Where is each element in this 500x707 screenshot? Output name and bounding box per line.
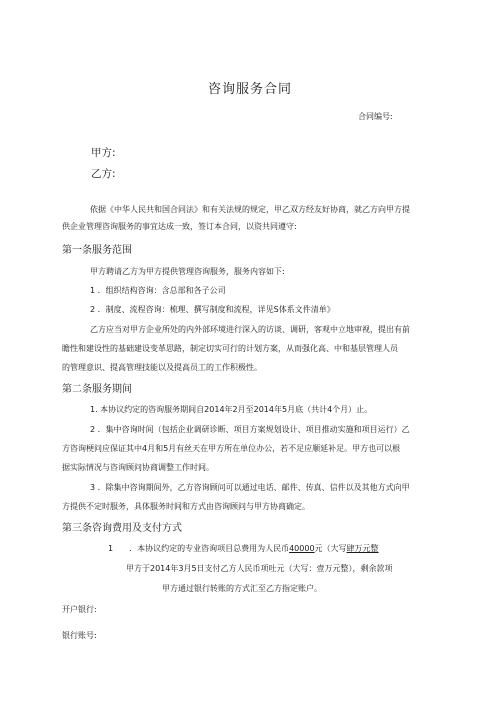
section-2-item-3-line-2: 方提供不定时服务，具体服务时间和方式由咨询顾问与甲方协商确定。	[62, 502, 310, 511]
section-1-heading: 第一条服务范围	[62, 245, 132, 256]
section-2-item-2-line-1: 2 ．集中咨询时间（包括企业调研诊断、项目方案规划设计、项目推动实施和项目运行）乙	[90, 425, 410, 434]
total-fee-amount: 40000	[289, 544, 315, 553]
section-2-item-3-line-1: 3 ．除集中咨询期间外，乙方咨询顾问可以通过电话、邮件、传真、信件以及其他方式向甲	[90, 483, 410, 492]
bank-name-label: 开户银行:	[62, 605, 97, 614]
party-a-label: 甲方:	[91, 147, 116, 159]
section-2-item-2-line-2: 方咨询梗问应保证其中4月和5月有丝天在甲方所在单位办公，若不足应顺延补足。甲方也可以根	[62, 444, 401, 453]
party-b-label: 乙方:	[91, 168, 116, 180]
section-1-para-line-3: 的管理意识、提高管理技能以及提高员工的工作积极性。	[62, 363, 262, 372]
preamble-line-2: 供企业管理咨询服务的事宜达成一致，签订本合同，以资共同遵守:	[62, 222, 297, 231]
bank-account-label: 银行账号:	[62, 631, 97, 640]
contract-number-label: 合同编号:	[358, 112, 393, 121]
total-fee-words: 肆万元整	[346, 544, 379, 553]
section-3-line-2: 甲方于2014年3月5日支付乙方人民币项吐元（大写：壹万元整），剩余款项	[126, 564, 393, 573]
document-title: 咨询服务合同	[207, 82, 292, 97]
section-3-item-1-mid: 元（大写	[314, 544, 347, 553]
section-1-para-line-2: 瞻性和建设性的基础建设变革思路，制定切实可行的计划方案，从而强化高、中和基层管理人员	[62, 344, 398, 353]
preamble-line-1: 依据《中华人民共和国合同法》和有关法规的规定，甲乙双方经友好协商，就乙方向甲方提	[90, 205, 410, 214]
section-2-item-2-line-3: 据实际情况与咨询顾问协商调整工作时间。	[62, 463, 214, 472]
section-1-item-2: 2 ．制度、流程咨询：梳理、撰写制度和流程，详见S体系文件清单》	[90, 305, 335, 314]
section-3-item-1-text: ．本协议约定的专业咨询项目总费用为人民币	[129, 544, 290, 553]
section-1-para-line-1: 乙方应当对甲方企业所处的内外部环境进行深入的访谈、调研，客观中立地审视，提出有前	[90, 325, 410, 334]
section-1-item-1: 1 ．组织结构咨询：含总部和各子公司	[90, 286, 226, 295]
section-3-item-1-number: 1	[108, 544, 114, 553]
section-3-line-3: 甲方通过银行转账的方式汇至乙方指定账户。	[162, 584, 322, 593]
section-3-item-1	[108, 543, 379, 554]
section-1-intro: 甲方聘请乙方为甲方提供管理咨询服务，服务内容如下:	[90, 267, 285, 276]
section-2-item-1: 1. 本协议约定的咨询服务期间自2014年2月至2014年5月底（共计4个月）止。	[90, 405, 373, 414]
section-2-heading: 第二条服务期间	[62, 384, 132, 395]
section-3-heading: 第三条咨询费用及支付方式	[62, 523, 182, 534]
